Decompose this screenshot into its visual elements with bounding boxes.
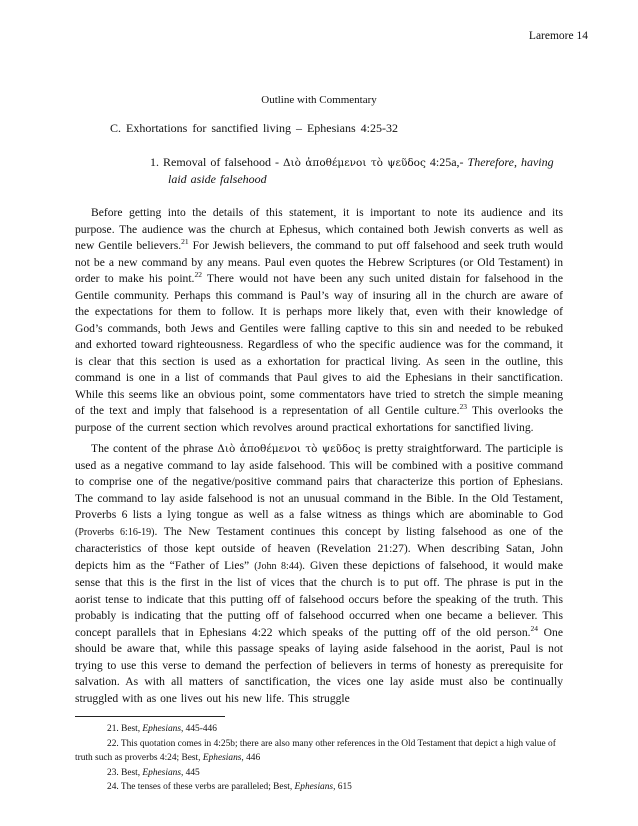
footnote-book-title: Ephesians (202, 753, 242, 764)
scripture-reference: (John 8:44) (254, 560, 303, 572)
footnote-book-title: Ephesians (142, 724, 181, 734)
scripture-reference: (Proverbs 6:16-19) (75, 526, 155, 538)
footnote-text: 24. The tenses of these verbs are paralleled; Best, (107, 782, 295, 793)
page-title: Outline with Commentary (261, 94, 377, 106)
footnote-23 (75, 766, 563, 781)
footnote-ref[interactable]: 21 (181, 237, 189, 247)
body-paragraph-2 (75, 441, 563, 707)
paragraph-text: is pretty straightforward. The participle is used as a negative command to lay aside falsehood. This will be combined with a positive command to comprise one of the negative/positive command pairs that characterize this portion of Ephesians. The command to lay aside falsehood is not an unusual command in the Bible. In the Old Testament, Proverbs 6 lists a lying tongue as well as a false witness as things which are abominable to God (75, 442, 563, 521)
footnotes (75, 722, 563, 795)
subsection-reference: 4:25a,- (425, 155, 468, 169)
footnote-ref[interactable]: 23 (459, 402, 467, 412)
footnote-ref[interactable]: 24 (530, 623, 539, 633)
footnote-24 (75, 780, 563, 795)
paragraph-text: There would not have been any such united distain for falsehood in the Gentile community. Perhaps this command is Paul’s way of insuring all in the church are aware of the expectations for them to follow. It is perhaps more likely that, even with their knowledge of God’s commands, both Jews and Gentiles were falling captive to this sin and needed to be rebuked and exhorted toward righteousness. Regardless of who the specific audience was for the command, it is clear that this section is used as a exhortation for practical living. As seen in the outline, this command is one in a list of commands that Paul gives to aid the Ephesians in their sanctification. While this seems like an obvious point, some commentators have tried to stretch the simple meaning of the text and imply that falsehood is a representation of all Gentile culture. (75, 272, 563, 417)
footnote-pages: , 615 (333, 782, 352, 793)
subsection-translation-2: laid aside falsehood (168, 172, 267, 186)
footnote-21 (75, 722, 563, 737)
footnote-22 (75, 737, 563, 766)
footnote-text: 22. This quotation comes in 4:25b; there are also many other references in the Old Testament that depict a high value of truth such as proverbs 4:24; Best, (75, 738, 556, 764)
footnote-pages: , 446 (241, 753, 261, 764)
footnote-text: 23. Best, (107, 767, 143, 778)
greek-phrase: Διὸ ἀποθέμενοι τὸ ψεῦδος (282, 157, 426, 169)
footnote-separator (75, 716, 225, 717)
footnote-book-title: Ephesians (142, 767, 181, 778)
footnote-pages: , 445-446 (180, 724, 217, 734)
paragraph-text: . Given these depictions of falsehood, it would make sense that this is the first in the list of vices that the church is to put off. The phrase is put in the aorist tense to indicate that this putting off of falsehood occurs before the speaking of the truth. This probably is indicating that the putting off of falsehood occurred when one became a believer. This concept parallels that in Ephesians 4:22 which speaks of the putting off of the old person. (75, 558, 564, 639)
subsection-heading (150, 154, 570, 187)
paragraph-text: The content of the phrase (91, 442, 218, 455)
paragraph-text: For Jewish believers, the command to put off falsehood and seek truth would not be a new command by any means. Paul even quotes the Hebrew Scriptures (or Old Testament) in order to make his point. (75, 239, 563, 285)
subsection-number-label: 1. Removal of falsehood - (150, 155, 283, 169)
running-head: Laremore 14 (528, 30, 588, 42)
greek-phrase: Διὸ ἀποθέμενοι τὸ ψεῦδος (217, 443, 361, 455)
footnote-ref[interactable]: 22 (194, 270, 202, 280)
body-paragraph-1 (75, 205, 563, 436)
paragraph-text: . The New Testament continues this concept by listing falsehood as one of the characteristics of those kept outside of heaven (Revelation 21:27). When describing Satan, John depicts him as the “Father of Lies” (75, 524, 563, 572)
paragraph-text: Before getting into the details of this statement, it is important to note its audience and its purpose. The audience was the church at Ephesus, which contained both Jewish converts as well as new Gentile believers. (75, 206, 563, 252)
paragraph-text: This overlooks the purpose of the current section which revolves around practical exhortations for sanctified living. (75, 404, 563, 434)
footnote-text: 21. Best, (107, 724, 143, 734)
footnote-book-title: Ephesians (294, 782, 334, 793)
footnote-pages: , 445 (180, 767, 200, 778)
subsection-translation-1: Therefore, having (467, 155, 554, 169)
paragraph-text: One should be aware that, while this passage speaks of laying aside falsehood in the aorist, Paul is not trying to use this verse to demand the perfection of believers in terms of honesty as prerequisite for salvation. As with all matters of sanctification, the vices one lay aside must also be continually struggled with as one lives out his new life. This struggle (75, 625, 563, 705)
section-heading: C. Exhortations for sanctified living – Ephesians 4:25-32 (110, 121, 398, 135)
